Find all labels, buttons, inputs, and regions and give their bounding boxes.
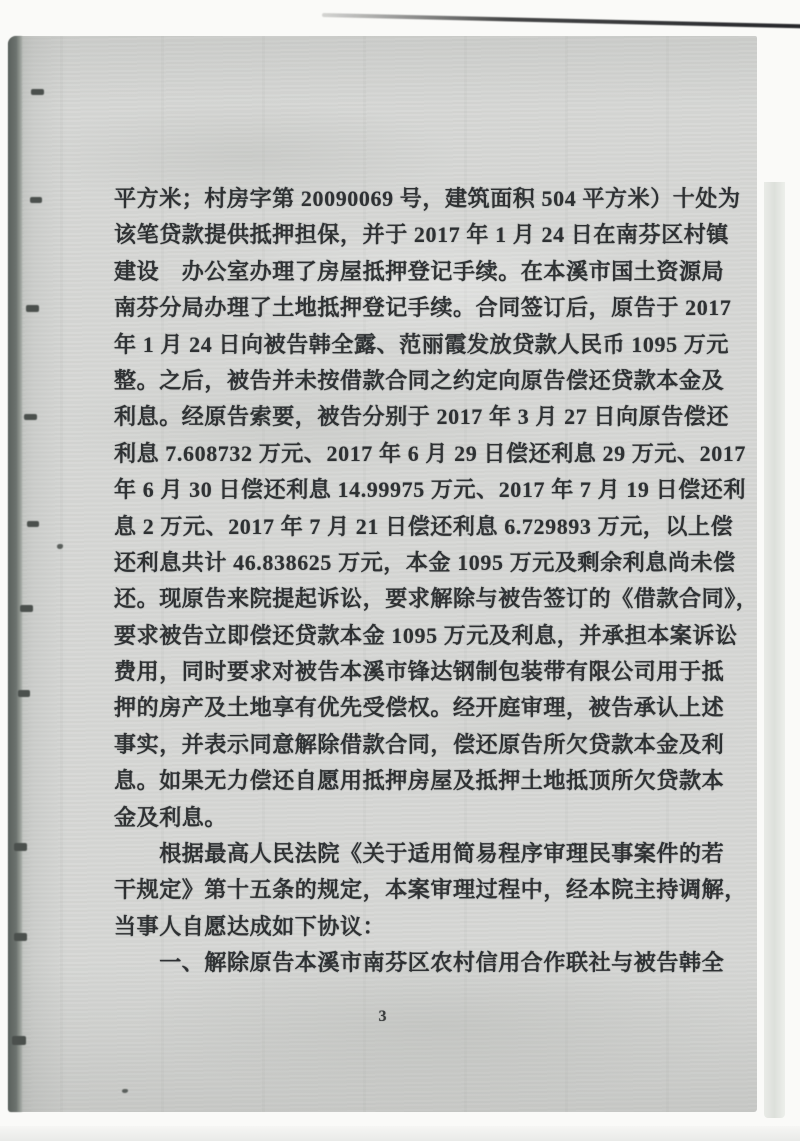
page-number: 3 xyxy=(378,1008,387,1025)
text-line: 建设 办公室办理了房屋抵押登记手续。在本溪市国土资源局 xyxy=(114,258,725,284)
document-body xyxy=(114,181,759,982)
text-line: 年 6 月 30 日偿还利息 14.99975 万元、2017 年 7 月 19 日偿还利 xyxy=(114,477,747,503)
text-line: 还利息共计 46.838625 万元，本金 1095 万元及剩余利息尚未偿 xyxy=(114,549,736,575)
text-line: 费用，同时要求对被告本溪市锋达钢制包装带有限公司用于抵 xyxy=(114,659,725,685)
scan-artifact xyxy=(57,544,63,549)
scanned-page xyxy=(8,36,757,1112)
text-line: 年 1 月 24 日向被告韩全露、范丽霞发放贷款人民币 1095 万元 xyxy=(114,331,730,357)
binding-mark xyxy=(31,89,44,95)
text-line: 平方米；村房字第 20090069 号，建筑面积 504 平方米）十处为 xyxy=(114,186,741,211)
binding-mark xyxy=(26,305,39,312)
binding-mark xyxy=(12,1036,26,1045)
scan-edge-shadow xyxy=(8,36,23,1112)
text-line: 当事人自愿达成如下协议： xyxy=(114,913,386,939)
text-line: 利息。经原告索要，被告分别于 2017 年 3 月 27 日向原告偿还 xyxy=(114,404,730,430)
binding-mark xyxy=(18,690,30,697)
text-line: 要求被告立即偿还贷款本金 1095 万元及利息，并承担本案诉讼 xyxy=(114,622,738,648)
binding-mark xyxy=(14,843,27,851)
text-line: 整。之后，被告并未按借款合同之约定向原告偿还贷款本金及 xyxy=(114,367,725,393)
scan-artifact xyxy=(122,1089,128,1093)
text-line: 金及利息。 xyxy=(114,804,228,830)
text-line: 利息 7.608732 万元、2017 年 6 月 29 日偿还利息 29 万元、2017 xyxy=(114,440,747,466)
text-line: 事实，并表示同意解除借款合同，偿还原告所欠贷款本金及利 xyxy=(114,731,725,757)
binding-mark xyxy=(14,933,27,941)
text-line: 息。如果无力偿还自愿用抵押房屋及抵押土地抵顶所欠贷款本 xyxy=(114,768,725,794)
text-line: 还。现原告来院提起诉讼，要求解除与被告签订的《借款合同》， xyxy=(114,586,759,612)
text-line: 该笔贷款提供抵押担保，并于 2017 年 1 月 24 日在南芬区村镇 xyxy=(114,222,730,248)
text-line: 息 2 万元、2017 年 7 月 21 日偿还利息 6.729893 万元，以上偿 xyxy=(114,513,734,539)
text-line: 押的房产及土地享有优先受偿权。经开庭审理，被告承认上述 xyxy=(114,695,725,721)
binding-mark xyxy=(24,414,37,420)
text-line: 南芬分局办理了土地抵押登记手续。合同签订后，原告于 2017 xyxy=(114,295,732,321)
binding-mark xyxy=(30,197,42,203)
text-line: 干规定》第十五条的规定，本案审理过程中，经本院主持调解， xyxy=(114,877,747,903)
binding-mark xyxy=(27,521,39,527)
page-edge-line xyxy=(322,13,800,28)
text-line: 一、解除原告本溪市南芬区农村信用合作联社与被告韩全 xyxy=(114,950,725,976)
underlying-page-edge xyxy=(764,182,785,1118)
scan-bottom-edge xyxy=(0,1126,800,1141)
binding-mark xyxy=(20,605,33,612)
text-line: 根据最高人民法院《关于适用简易程序审理民事案件的若 xyxy=(114,841,725,867)
